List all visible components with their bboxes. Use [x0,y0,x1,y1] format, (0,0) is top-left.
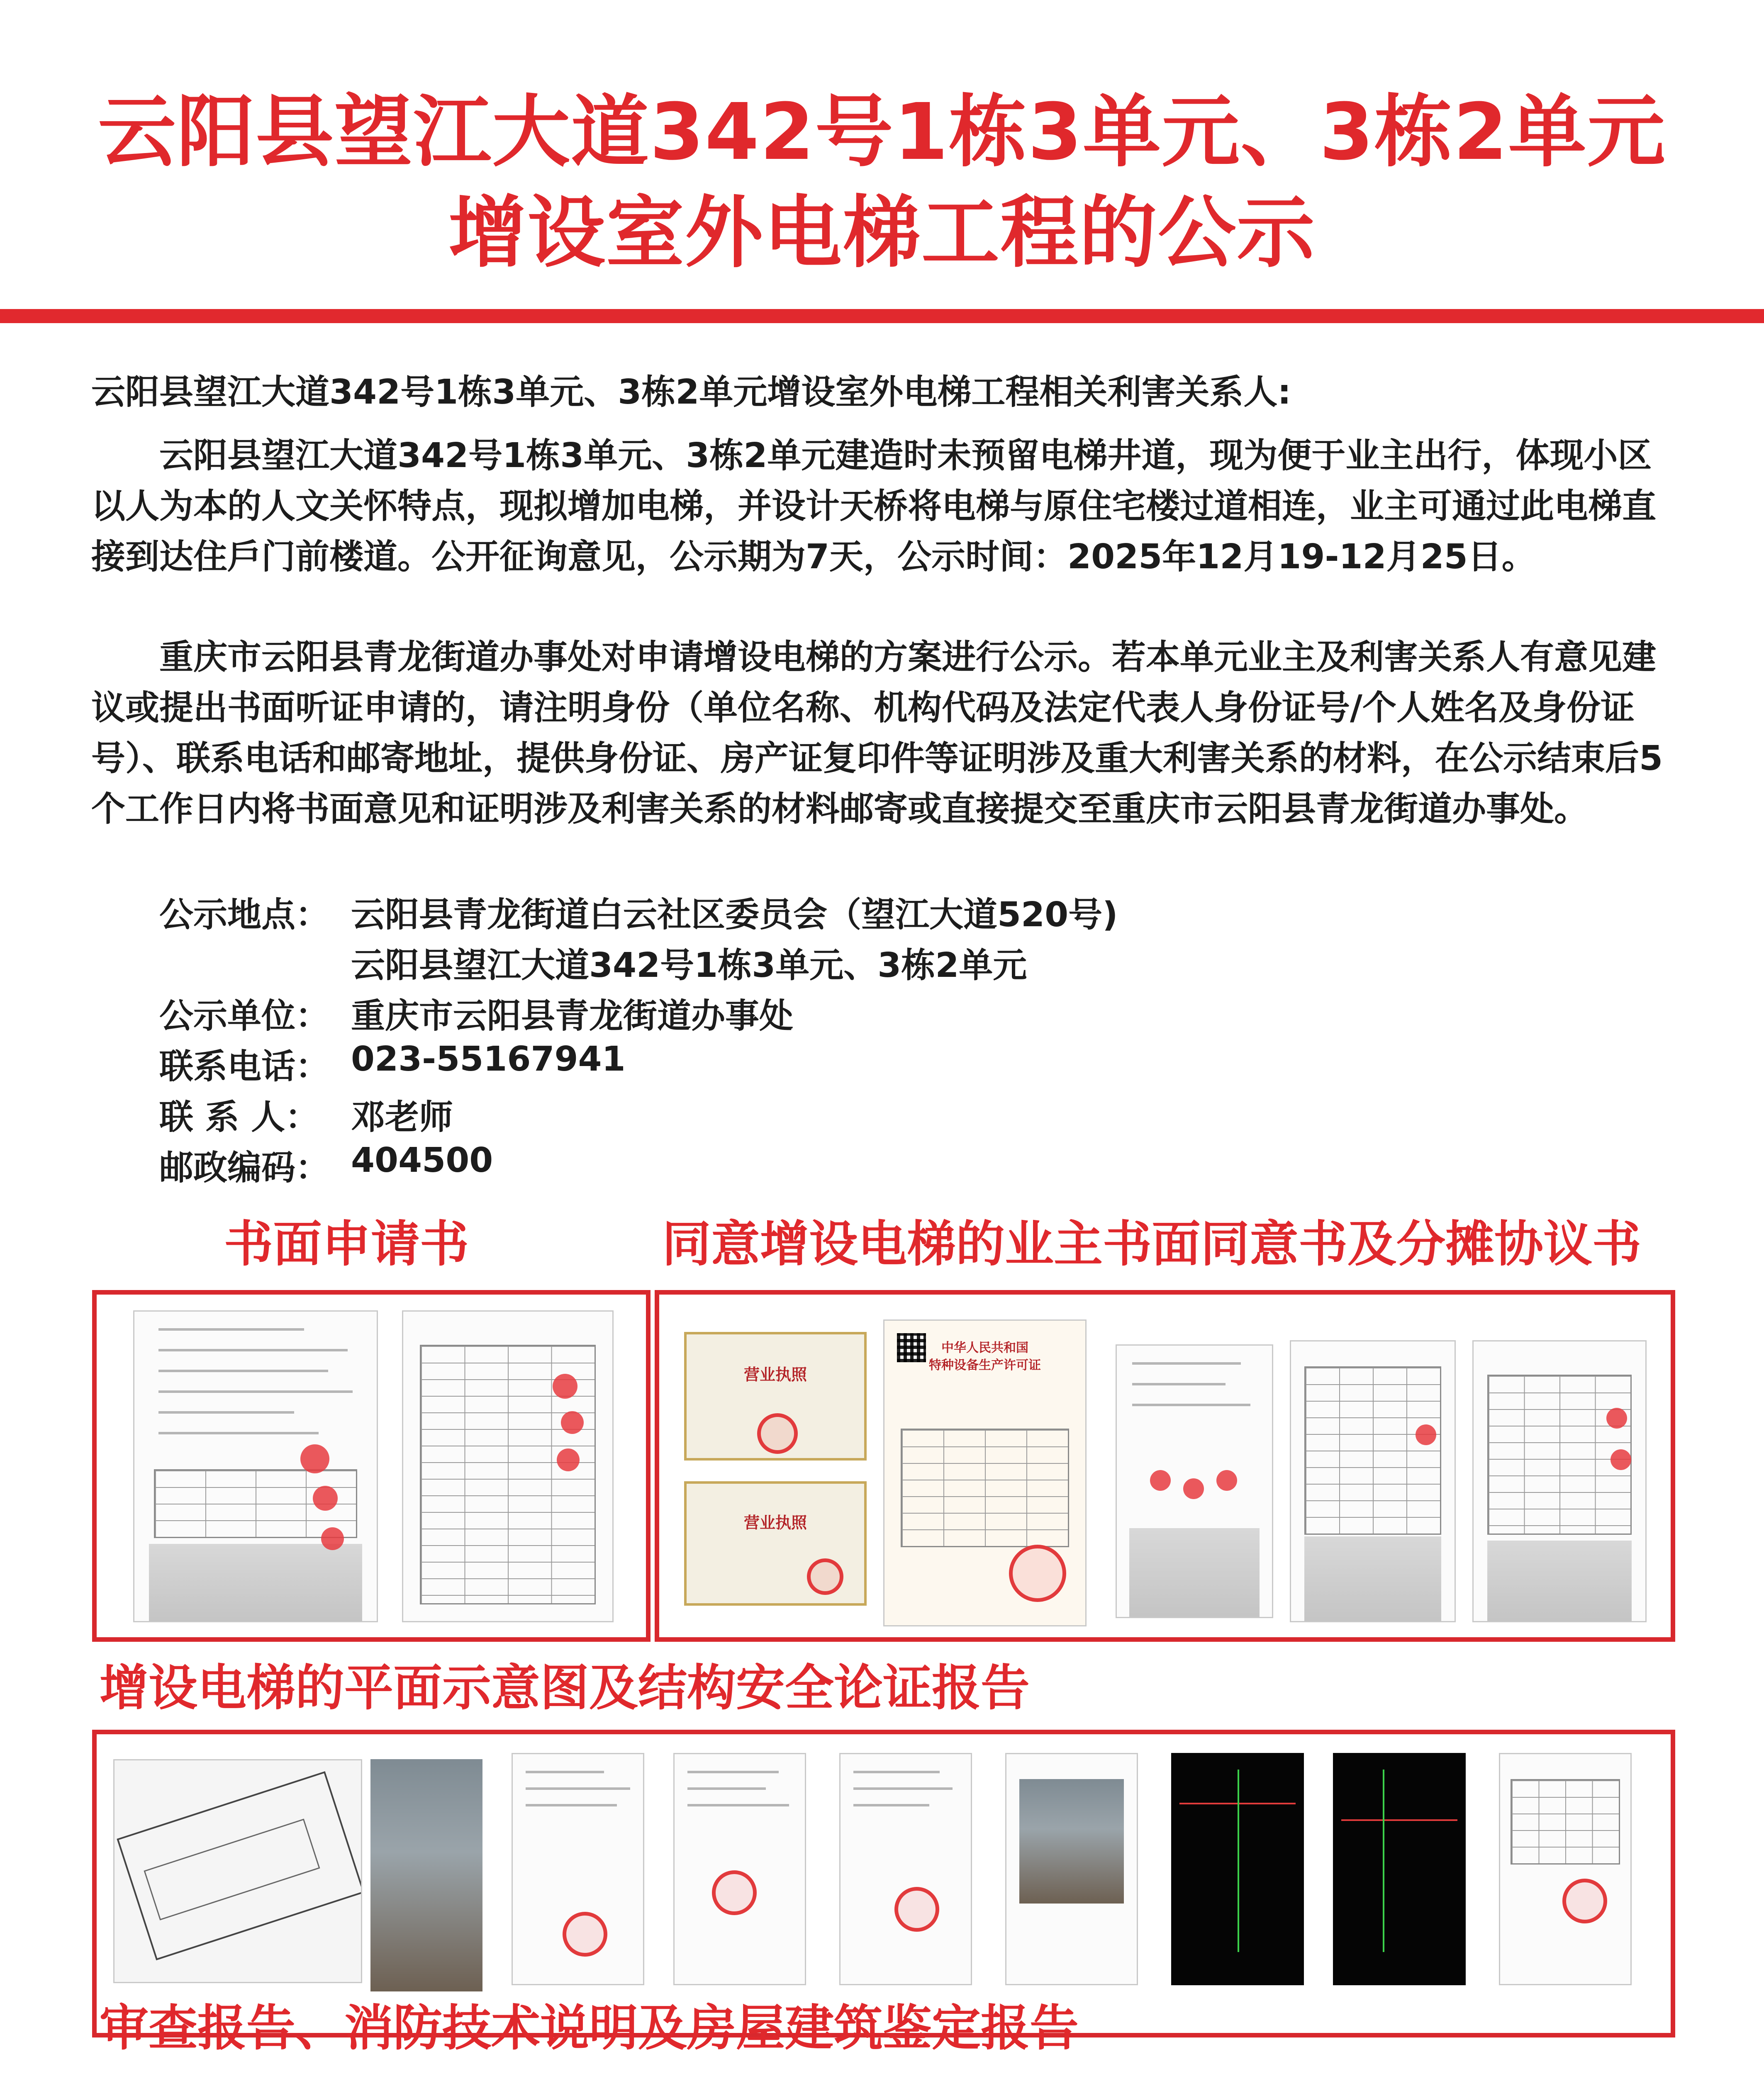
owner-consent-form-3 [1472,1340,1647,1622]
location-1: 云阳县青龙街道白云社区委员会（望江大道520号) [351,895,1118,935]
business-license-title: 营业执照 [743,1365,807,1384]
cad-drawing-2 [1333,1753,1466,1985]
page-title-line1: 云阳县望江大道342号1栋3单元、3栋2单元 [98,87,1666,178]
salutation: 云阳县望江大道342号1栋3单元、3栋2单元增设室外电梯工程相关利害关系人: [91,372,1291,412]
phone-value: 023-55167941 [351,1039,626,1079]
section-plan-title: 增设电梯的平面示意图及结构安全论证报告 [100,1659,1030,1716]
consent-documents-frame [655,1290,1675,1642]
red-seal-icon [1009,1545,1066,1602]
application-documents-frame [92,1290,651,1642]
site-plan-drawing [113,1759,362,1983]
plan-report-page-4 [1499,1753,1632,1985]
cad-drawing-1 [1171,1753,1304,1985]
plan-report-page-3 [839,1753,972,1985]
business-license-scan-2: 营业执照 [684,1481,867,1606]
postcode-label: 邮政编码： [159,1148,330,1188]
license-country-title: 中华人民共和国 [941,1341,1028,1355]
location-2: 云阳县望江大道342号1栋3单元、3栋2单元 [351,946,1027,985]
plan-report-page-1 [512,1753,644,1985]
business-license-scan-1 [684,1332,867,1461]
plan-report-photo-page [1005,1753,1138,1985]
site-photo [370,1759,482,1991]
red-seal-icon [757,1413,798,1454]
application-letter-scan [133,1310,378,1622]
notice-paragraph-1: 云阳县望江大道342号1栋3单元、3栋2单元建造时未预留电梯井道，现为便于业主出行，体现小区以人为本的人文关怀特点，现拟增加电梯，并设计天桥将电梯与原住宅楼过道相连，业主可通过此电梯直接到达住戶门前楼道。公开征询意见，公示期为7天，公示时间：2025年12月19-12月25日。 [91,436,1657,577]
special-equipment-license-scan [883,1319,1087,1626]
contact-label: 联 系 人： [159,1098,319,1137]
section-review-title: 审查报告、消防技术说明及房屋建筑鉴定报告 [100,1999,1079,2057]
postcode-value: 404500 [351,1141,493,1180]
plan-documents-frame [92,1730,1675,2037]
page-title-line2: 增设室外电梯工程的公示 [448,187,1316,278]
application-signature-sheet-scan [402,1310,614,1622]
notice-paragraph-2: 重庆市云阳县青龙街道办事处对申请增设电梯的方案进行公示。若本单元业主及利害关系人有意见建议或提出书面听证申请的，请注明身份（单位名称、机构代码及法定代表人身份证号/个人姓名及身份证号）、联系电话和邮寄地址，提供身份证、房产证复印件等证明涉及重大利害关系的材料，在公示结束后5个工作日内将书面意见和证明涉及利害关系的材料邮寄或直接提交至重庆市云阳县青龙街道办事处。 [91,638,1663,829]
title-divider [0,309,1764,323]
contact-value: 邓老师 [351,1098,453,1137]
section-application-title: 书面申请书 [224,1215,469,1273]
location-label: 公示地点： [159,895,330,935]
license-subtitle: 特种设备生产许可证 [929,1358,1041,1373]
owner-consent-form-1 [1116,1344,1273,1618]
unit-label: 公示单位： [159,996,330,1036]
plan-report-page-2 [673,1753,806,1985]
phone-label: 联系电话： [159,1047,330,1086]
unit-value: 重庆市云阳县青龙街道办事处 [351,996,794,1036]
red-seal-icon [807,1558,843,1595]
section-consent-title: 同意增设电梯的业主书面同意书及分摊协议书 [662,1215,1642,1273]
owner-consent-form-2 [1290,1340,1456,1622]
